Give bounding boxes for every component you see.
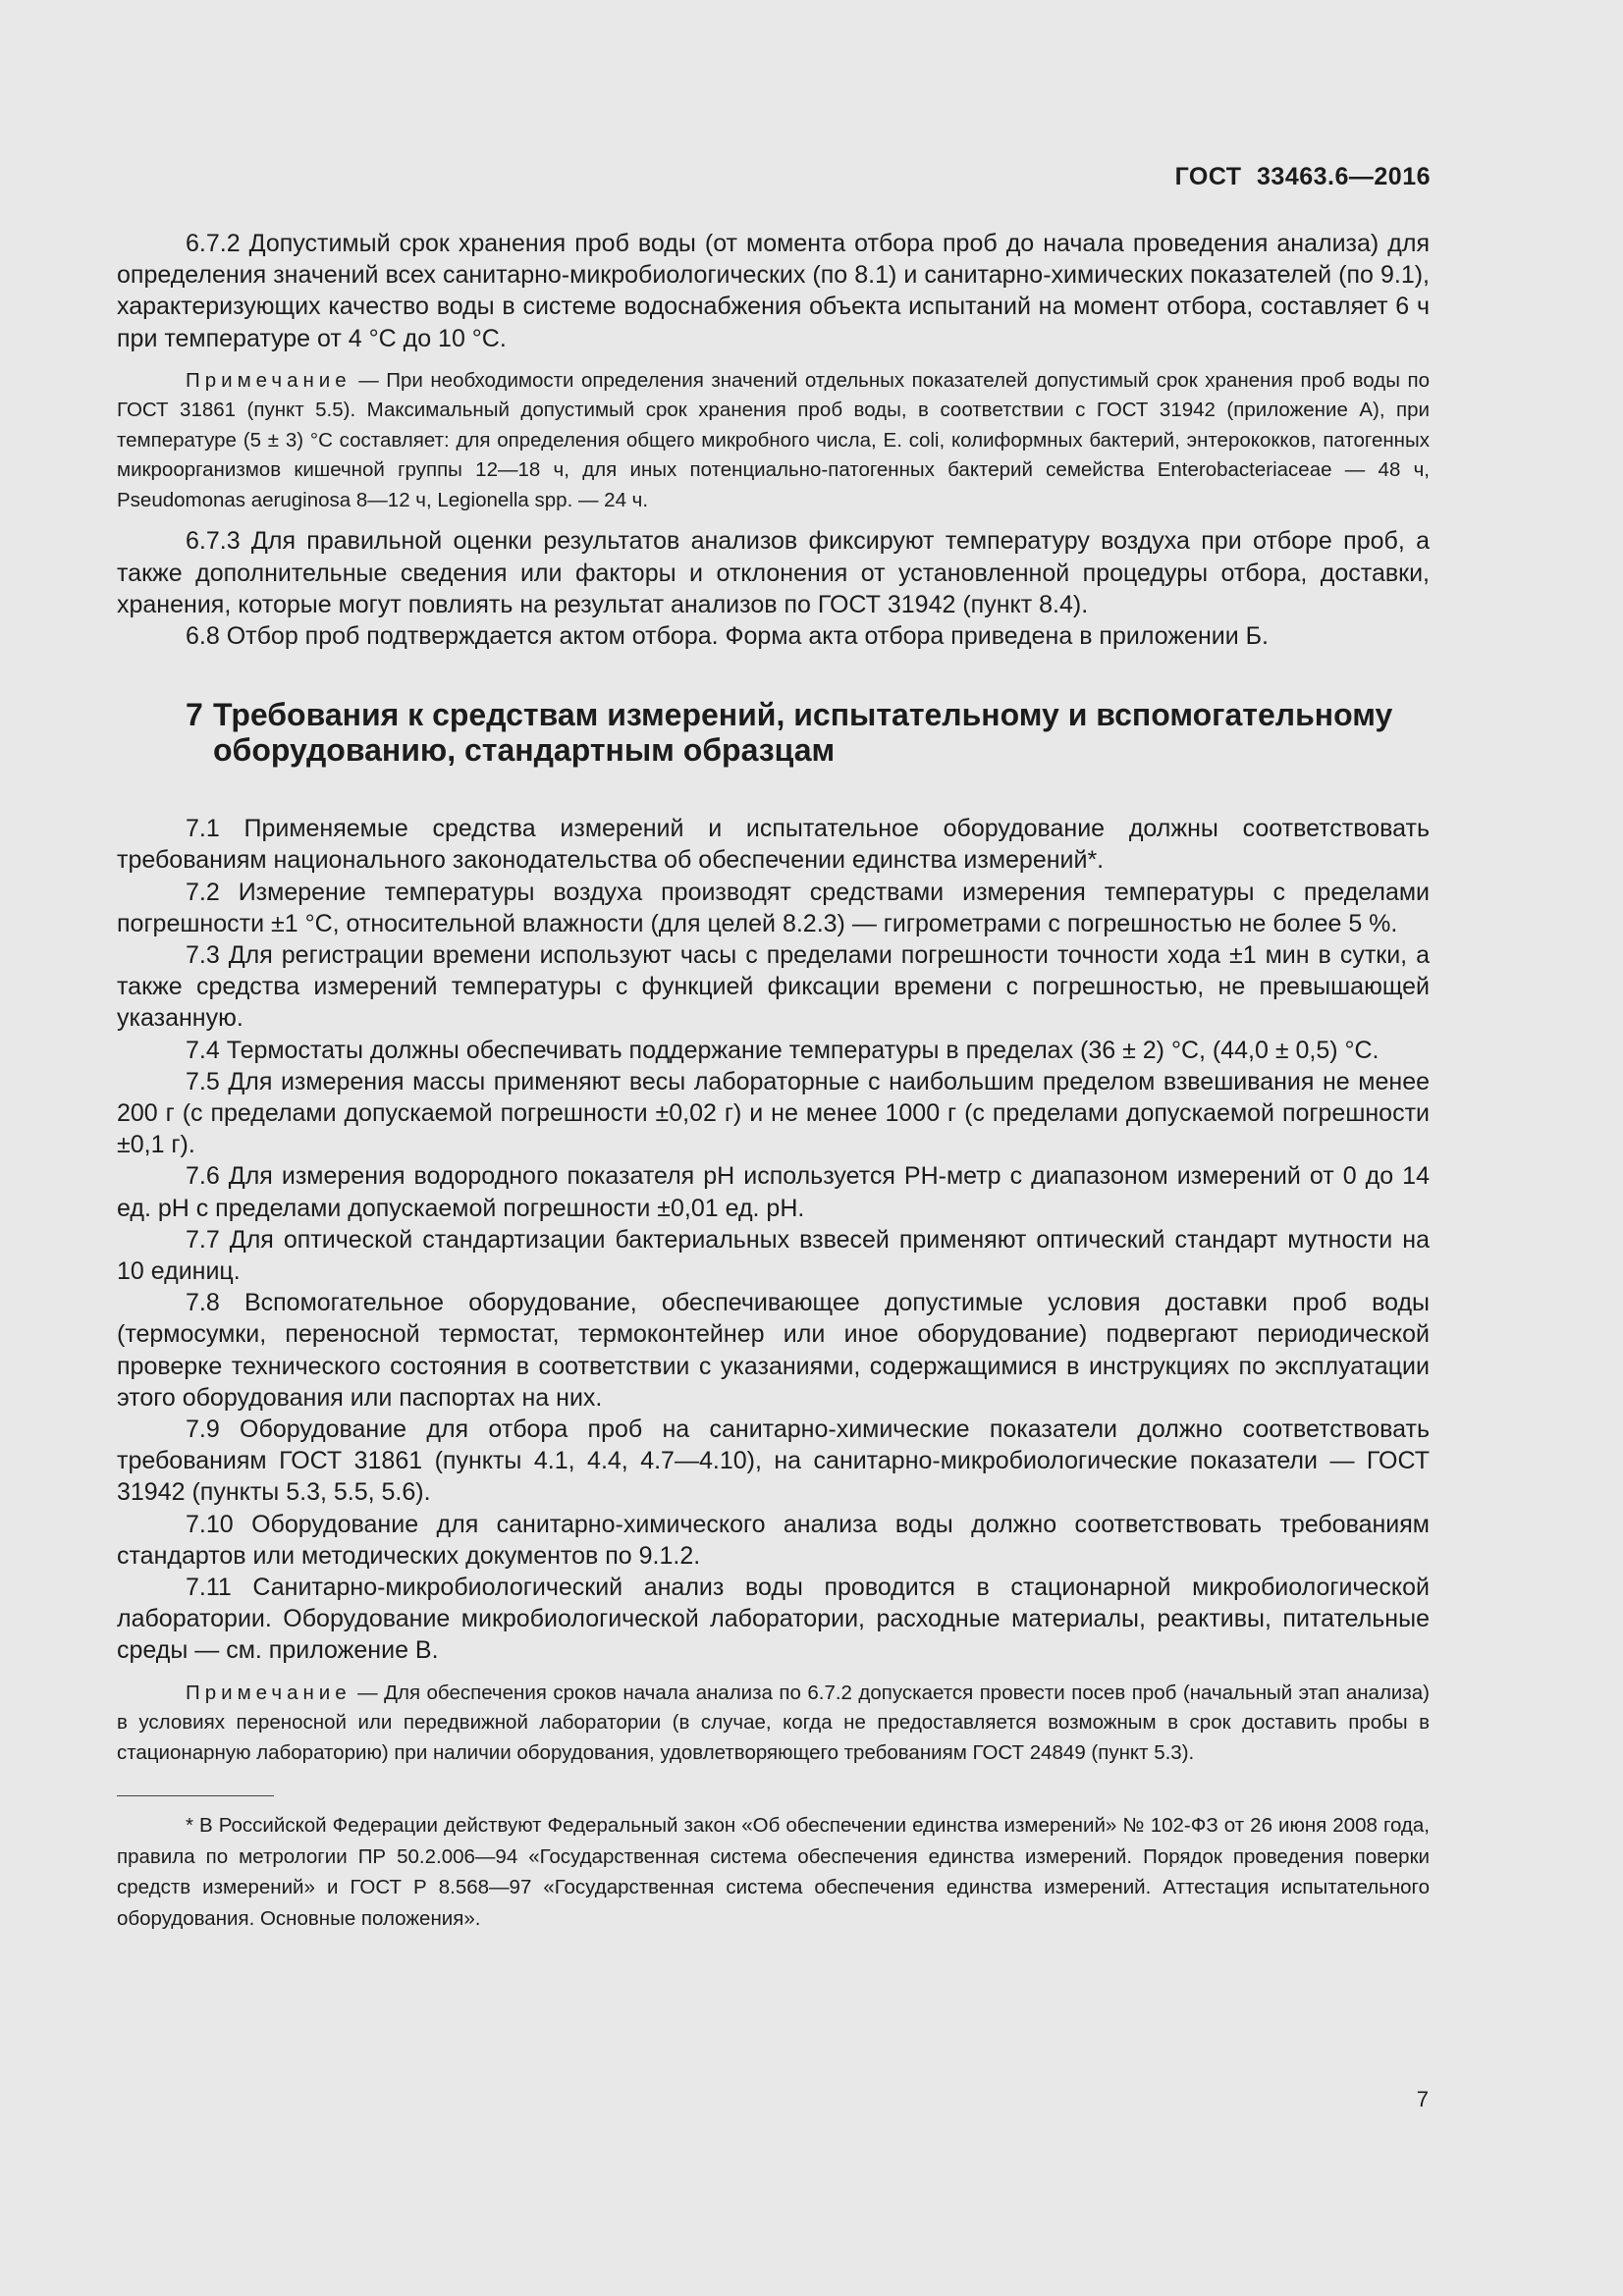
paragraph-7-8: 7.8 Вспомогательное оборудование, обеспечивающее допустимые условия доставки проб воды (термосумки, переносной термостат, термоконтейнер или иное оборудование) подвергают периодической проверке технического состояния в соответствии с указаниями, содержащимися в инструкциях по эксплуатации этого оборудования или паспортах на них. xyxy=(117,1289,1430,1412)
paragraph-7-1: 7.1 Применяемые средства измерений и испытательное оборудование должны соответствовать требованиям национального законодательства об обеспечении единства измерений*. xyxy=(117,815,1430,875)
paragraph-7-10: 7.10 Оборудование для санитарно-химического анализа воды должно соответствовать требованиям стандартов или методических документов по 9.1.2. xyxy=(117,1510,1430,1570)
paragraph-7-4: 7.4 Термостаты должны обеспечивать поддержание температуры в пределах (36 ± 2) °С, (44,0 ± 0,5) °С. xyxy=(186,1036,1380,1064)
paragraph-6-8: 6.8 Отбор проб подтверждается актом отбора. Форма акта отбора приведена в приложении Б. xyxy=(186,621,1269,650)
paragraph-7-6: 7.6 Для измерения водородного показателя pH используется PH-метр с диапазоном измерений от 0 до 14 ед. pH с пределами допускаемой погрешности ±0,01 ед. pH. xyxy=(117,1162,1430,1222)
section-7-heading xyxy=(186,697,1430,768)
paragraph-6-7-3: 6.7.3 Для правильной оценки результатов анализов фиксируют температуру воздуха при отборе проб, а также дополнительные сведения или факторы и отклонения от установленной процедуры отбора, доставки, хранения, которые могут повлиять на результат анализов по ГОСТ 31942 (пункт 8.4). xyxy=(117,527,1430,618)
note-text: — Для обеспечения сроков начала анализа по 6.7.2 допускается провести посев проб (начальный этап анализа) в условиях переносной или передвижной лаборатории (в случае, когда не предоставляется возможным в срок доставить пробы в стационарную лабораторию) при наличии оборудования, удовлетворяющего требованиям ГОСТ 24849 (пункт 5.3). xyxy=(117,1681,1430,1764)
paragraph-7-5: 7.5 Для измерения массы применяют весы лабораторные с наибольшим пределом взвешивания не менее 200 г (с пределами допускаемой погрешности ±0,02 г) и не менее 1000 г (с пределами допускаемой погрешности ±0,1 г). xyxy=(117,1067,1430,1159)
note-6-7-2 xyxy=(117,366,1430,516)
paragraph-7-7: 7.7 Для оптической стандартизации бактериальных взвесей применяют оптический стандарт мутности на 10 единиц. xyxy=(117,1225,1430,1285)
note-section-7 xyxy=(117,1679,1430,1769)
footnote: * В Российской Федерации действуют Федеральный закон «Об обеспечении единства измерений» № 102-ФЗ от 26 июня 2008 года, правила по метрологии ПР 50.2.006—94 «Государственная система обеспечения единства измерений. Порядок проведения поверки средств измерений» и ГОСТ Р 8.568—97 «Государственная система обеспечения единства измерений. Аттестация испытательного оборудования. Основные положения». xyxy=(117,1814,1430,1930)
section-number: 7 xyxy=(186,697,203,733)
page-number: 7 xyxy=(1416,2087,1429,2111)
paragraph-7-3: 7.3 Для регистрации времени используют часы с пределами погрешности точности хода ±1 мин в сутки, а также средства измерений температуры с функцией фиксации времени с погрешностью, не превышающей указанную. xyxy=(117,940,1430,1033)
note-label: Примечание xyxy=(186,368,352,392)
section-title: Требования к средствам измерений, испытательному и вспомогательному оборудованию, стандартным образцам xyxy=(213,697,1393,769)
paragraph-7-2: 7.2 Измерение температуры воздуха производят средствами измерения температуры с пределами погрешности ±1 °С, относительной влажности (для целей 8.2.3) — гигрометрами с погрешностью не более 5 %. xyxy=(117,878,1430,937)
paragraph-7-11: 7.11 Санитарно-микробиологический анализ воды проводится в стационарной микробиологической лаборатории. Оборудование микробиологической лаборатории, расходные материалы, реактивы, питательные среды — см. приложение В. xyxy=(117,1574,1430,1665)
paragraph-6-7-2: 6.7.2 Допустимый срок хранения проб воды (от момента отбора проб до начала проведения анализа) для определения значений всех санитарно-микробиологических (по 8.1) и санитарно-химических показателей (по 9.1), характеризующих качество воды в системе водоснабжения объекта испытаний на момент отбора, составляет 6 ч при температуре от 4 °С до 10 °С. xyxy=(117,230,1430,352)
footnote-divider xyxy=(117,1795,274,1796)
document-body xyxy=(117,228,1430,1934)
paragraph-7-9: 7.9 Оборудование для отбора проб на санитарно-химические показатели должно соответствовать требованиям ГОСТ 31861 (пункты 4.1, 4.4, 4.7—4.10), на санитарно-микробиологические показатели — ГОСТ 31942 (пункты 5.3, 5.5, 5.6). xyxy=(117,1415,1430,1507)
note-label: Примечание xyxy=(186,1681,352,1704)
standard-code-header: ГОСТ 33463.6—2016 xyxy=(1174,163,1431,190)
note-text: — При необходимости определения значений отдельных показателей допустимый срок хранения проб воды по ГОСТ 31861 (пункт 5.5). Максимальный допустимый срок хранения проб воды, в соответствии с ГОСТ 31942 (приложение А), при температуре (5 ± 3) °С составляет: для определения общего микробного числа, E. coli, колиформных бактерий, энтерококков, патогенных микроорганизмов кишечной группы 12—18 ч, для иных потенциально-патогенных бактерий семейства Enterobacteriaceae — 48 ч, Pseudomonas aeruginosa 8—12 ч, Legionella spp. — 24 ч. xyxy=(117,368,1430,511)
